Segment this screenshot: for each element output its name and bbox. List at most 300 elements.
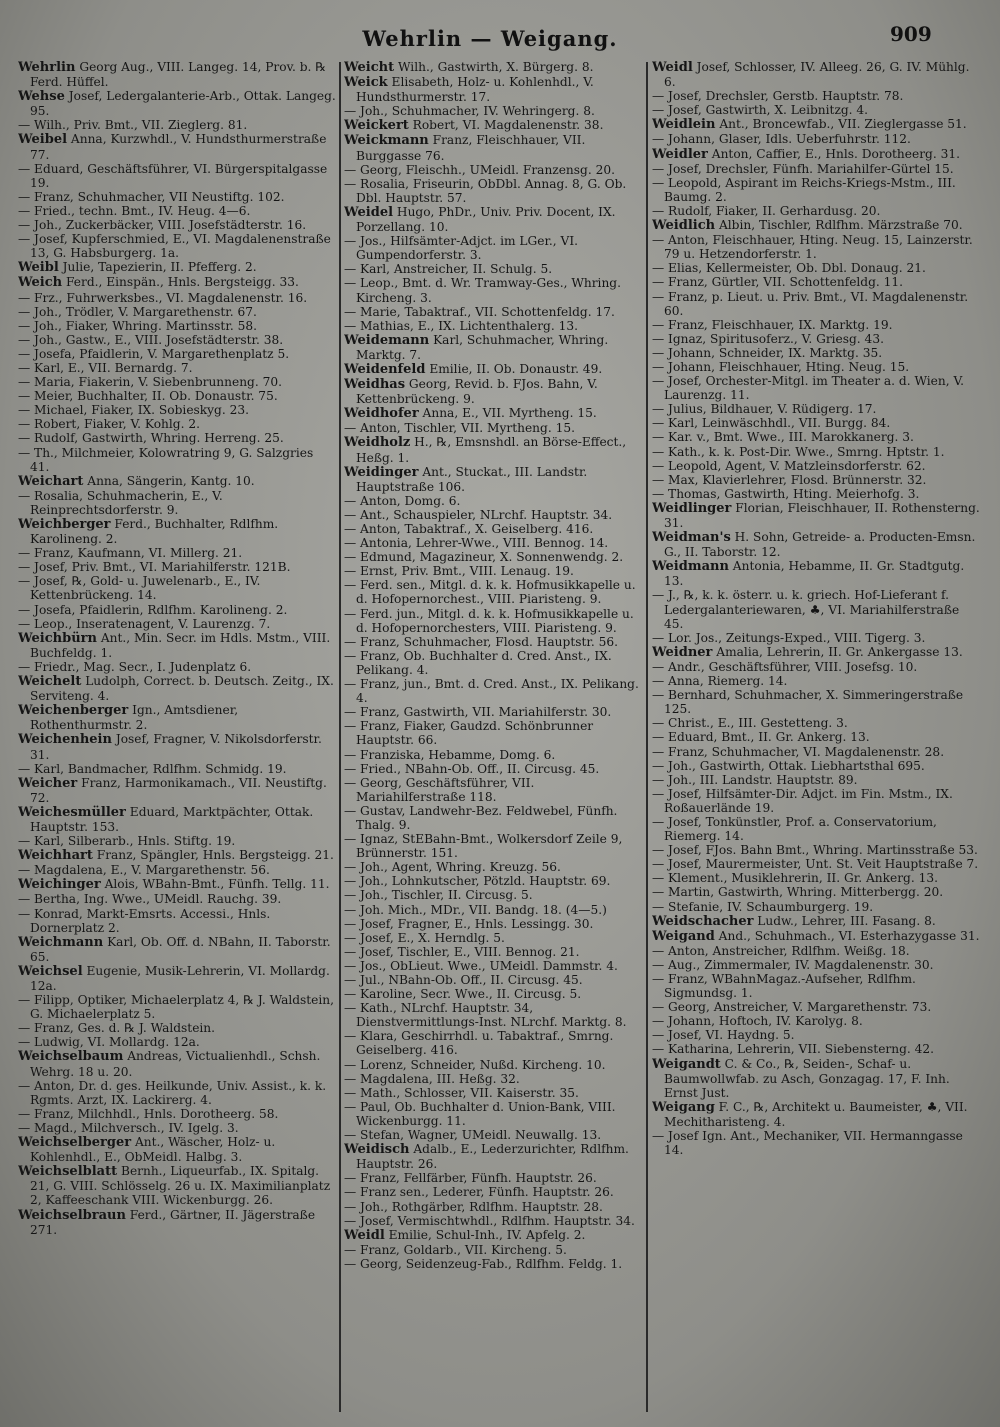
entry-details: — Leop., Bmt. d. Wr. Tramway-Ges., Whring. Kircheng. 3. — [344, 276, 621, 305]
entry-surname: Weichesmüller — [18, 804, 126, 820]
entry-details: — Frz., Fuhrwerksbes., VI. Magdalenenstr. 16. — [18, 290, 308, 305]
directory-entry — [344, 550, 646, 564]
entry-details: — Paul, Ob. Buchhalter d. Union-Bank, VIII. Wickenburgg. 11. — [344, 1099, 616, 1128]
entry-details: — Josef, ℞, Gold- u. Juwelenarb., E., IV. Kettenbrückeng. 14. — [18, 574, 261, 603]
entry-details: Franz, Harmonikamach., VII. Neustiftg. 72. — [30, 775, 327, 805]
entry-details: — Jos., ObLieut. Wwe., UMeidl. Dammstr. 4. — [344, 958, 618, 973]
directory-entry — [344, 635, 646, 649]
entry-surname: Weichselblatt — [18, 1164, 118, 1180]
directory-entry — [344, 748, 646, 762]
entry-details: — Josef, Tischler, E., VIII. Bennog. 21. — [344, 944, 580, 959]
directory-entry — [652, 1100, 982, 1129]
directory-entry — [652, 588, 982, 630]
entry-surname: Wehrlin — [18, 60, 76, 75]
entry-details: — Mathias, E., IX. Lichtenthalerg. 13. — [344, 318, 578, 333]
directory-entry — [344, 1058, 646, 1072]
entry-details: Ign., Amtsdiener, Rothenthurmstr. 2. — [30, 703, 239, 733]
entry-details: — Josefa, Pfaidlerin, Rdlfhm. Karolineng. 2. — [18, 602, 288, 617]
entry-surname: Weichberger — [18, 517, 111, 532]
directory-entry — [344, 133, 646, 162]
entry-details: — Thomas, Gastwirth, Hting. Meierhofg. 3. — [652, 486, 920, 501]
directory-entry — [344, 832, 646, 860]
entry-surname: Weich — [18, 275, 63, 291]
directory-entry — [18, 319, 336, 333]
directory-entry — [344, 276, 646, 304]
entry-details: Anna, Kurzwhdl., V. Hundsthurmerstraße 77. — [30, 132, 327, 162]
directory-entry — [18, 1021, 336, 1035]
directory-entry — [344, 945, 646, 959]
directory-entry — [344, 1142, 646, 1171]
entry-details: — Franz sen., Lederer, Fünfh. Hauptstr. 26. — [344, 1185, 614, 1200]
entry-details: — Franz, Schuhmacher, Flosd. Hauptstr. 56. — [344, 634, 619, 649]
entry-details: — Magdalena, E., V. Margarethenstr. 56. — [18, 863, 270, 878]
directory-entry — [18, 361, 336, 375]
directory-entry — [652, 1129, 982, 1157]
entry-details: — Karl, Bandmacher, Rdlfhm. Schmidg. 19. — [18, 761, 287, 776]
entry-surname: Weidl — [652, 60, 693, 75]
entry-details: Eugenie, Musik-Lehrerin, VI. Mollardg. 12a. — [30, 963, 330, 993]
entry-details: Florian, Fleischhauer, II. Rothensterng. 31. — [664, 500, 980, 530]
directory-entry — [18, 162, 336, 190]
directory-entry — [18, 877, 336, 892]
entry-details: — Josef, Tonkünstler, Prof. a. Conservatorium, Riemerg. 14. — [652, 814, 937, 844]
directory-entry — [344, 959, 646, 973]
directory-entry — [652, 688, 982, 716]
entry-details: — Joh., Tischler, II. Circusg. 5. — [344, 888, 533, 903]
entry-details: — Marie, Tabaktraf., VII. Schottenfeldg. 17. — [344, 304, 615, 319]
entry-surname: Weidinger — [344, 464, 419, 480]
entry-details: Ludw., Lehrer, III. Fasang. 8. — [753, 913, 936, 928]
entry-details: — Konrad, Markt-Emsrts. Accessi., Hnls. Dornerplatz 2. — [18, 906, 271, 935]
entry-details: Josef, Fragner, V. Nikolsdorferstr. 31. — [30, 732, 322, 762]
entry-details: — Joh., Gastwirth, Ottak. Liebhartsthal 695. — [652, 758, 925, 773]
directory-entry — [652, 787, 982, 815]
entry-details: — Franz, Fellfärber, Fünfh. Hauptstr. 26. — [344, 1171, 597, 1186]
directory-entry — [344, 362, 646, 377]
entry-details: — Josef, Priv. Bmt., VI. Mariahilferstr. 121B. — [18, 560, 291, 575]
directory-entry — [18, 805, 336, 834]
directory-entry — [344, 888, 646, 902]
entry-details: — Franz, Milchhdl., Hnls. Dorotheerg. 58. — [18, 1106, 279, 1121]
directory-entry — [18, 560, 336, 574]
directory-entry — [652, 645, 982, 660]
directory-entry — [344, 917, 646, 931]
entry-details: Amalia, Lehrerin, II. Gr. Ankergasse 13. — [712, 644, 963, 659]
entry-details: — Joh., Trödler, V. Margarethenstr. 67. — [18, 304, 257, 319]
directory-entry — [18, 546, 336, 560]
directory-entry — [344, 776, 646, 804]
entry-details: — Franz, Gastwirth, VII. Mariahilferstr. 30. — [344, 705, 612, 720]
entry-details: — Joh., III. Landstr. Hauptstr. 89. — [652, 772, 858, 787]
entry-surname: Weidhofer — [344, 406, 419, 422]
entry-details: — Lorenz, Schneider, Nußd. Kircheng. 10. — [344, 1057, 606, 1072]
directory-entry — [18, 403, 336, 417]
entry-details: — Christ., E., III. Gestetteng. 3. — [652, 716, 848, 731]
entry-surname: Weickert — [344, 118, 409, 134]
directory-entry — [344, 649, 646, 677]
entry-details: — Fried., techn. Bmt., IV. Heug. 4—6. — [18, 203, 251, 218]
entry-details: — Franz, Kaufmann, VI. Millerg. 21. — [18, 546, 243, 561]
entry-surname: Wehse — [18, 89, 65, 105]
entry-details: — Katharina, Lehrerin, VII. Siebensterng. 42. — [652, 1042, 935, 1057]
entry-details: — Ant., Schauspieler, NLrchf. Hauptstr. 34. — [344, 507, 613, 522]
directory-entry — [344, 1257, 646, 1271]
entry-surname: Weidschacher — [652, 913, 754, 929]
directory-entry — [652, 660, 982, 674]
entry-surname: Weicht — [344, 60, 395, 75]
directory-entry — [652, 815, 982, 843]
entry-details: Ferd., Einspän., Hnls. Bergsteigg. 33. — [62, 275, 299, 290]
directory-entry — [344, 1243, 646, 1257]
entry-details: — Karl, Leinwäschhdl., VII. Burgg. 84. — [652, 416, 891, 431]
directory-entry — [652, 459, 982, 473]
entry-details: — Franz, Ob. Buchhalter d. Cred. Anst., IX. Pelikang. 4. — [344, 648, 612, 677]
directory-entry — [18, 732, 336, 761]
entry-details: — Anna, Riemerg. 14. — [652, 674, 788, 689]
directory-entry — [652, 318, 982, 332]
entry-details: — Jul., NBahn-Ob. Off., II. Circusg. 45. — [344, 973, 583, 987]
entry-details: Georg Aug., VIII. Langeg. 14, Prov. b. ℞ Ferd. Hüffel. — [30, 60, 327, 90]
directory-entry — [652, 972, 982, 1000]
directory-entry — [344, 860, 646, 874]
entry-details: — Georg, Fleischh., UMeidl. Franzensg. 20. — [344, 162, 615, 177]
directory-entry — [652, 176, 982, 204]
entry-details: — Klement., Musiklehrerin, II. Gr. Ankerg. 13. — [652, 871, 938, 886]
entry-details: — Joh., Rothgärber, Rdlfhm. Hauptstr. 28. — [344, 1199, 603, 1214]
entry-surname: Weichhart — [18, 848, 93, 864]
entry-details: Anton, Caffier, E., Hnls. Dorotheerg. 31. — [707, 146, 960, 161]
directory-entry — [344, 494, 646, 508]
entry-details: — Rudolf, Gastwirth, Whring. Herreng. 25. — [18, 431, 284, 446]
entry-details: — Fried., NBahn-Ob. Off., II. Circusg. 45. — [344, 761, 600, 776]
entry-details: — Georg, Anstreicher, V. Margarethenstr. 73. — [652, 1000, 932, 1015]
entry-details: — Josef, Gastwirth, X. Leibnitzg. 4. — [652, 103, 869, 118]
column-divider — [646, 62, 648, 1412]
entry-details: — Aug., Zimmermaler, IV. Magdalenenstr. 30. — [652, 957, 934, 972]
entry-details: — Ernst, Priv. Bmt., VIII. Lenaug. 19. — [344, 564, 574, 579]
entry-details: — Bertha, Ing. Wwe., UMeidl. Rauchg. 39. — [18, 892, 282, 907]
directory-entry — [344, 1214, 646, 1228]
entry-details: Ant., Stuckat., III. Landstr. Hauptstraße 106. — [356, 464, 588, 494]
entry-details: — Joh., Zuckerbäcker, VIII. Josefstädterstr. 16. — [18, 218, 307, 233]
directory-entry — [18, 1121, 336, 1135]
entry-details: — Martin, Gastwirth, Whring. Mitterbergg. 20. — [652, 885, 944, 900]
directory-entry — [344, 406, 646, 421]
entry-details: — Maria, Fiakerin, V. Siebenbrunneng. 70. — [18, 375, 282, 390]
directory-entry — [344, 421, 646, 435]
directory-entry — [344, 1128, 646, 1142]
directory-entry — [652, 89, 982, 103]
entry-details: Karl, Ob. Off. d. NBahn, II. Taborstr. 65. — [30, 934, 331, 964]
entry-details: — Antonia, Lehrer-Wwe., VIII. Bennog. 14. — [344, 536, 609, 551]
directory-entry — [652, 929, 982, 944]
directory-entry — [652, 944, 982, 958]
entry-details: C. & Co., ℞, Seiden-, Schaf- u. Baumwollwfab. zu Asch, Gonzagag. 17, F. Inh. Ernst Just. — [664, 1056, 950, 1100]
entry-details: — Johann, Glaser, Idls. Ueberfuhrstr. 112. — [652, 132, 911, 147]
directory-entry — [18, 446, 336, 474]
column-divider — [339, 62, 341, 1412]
directory-entry — [652, 117, 982, 132]
directory-entry — [652, 871, 982, 885]
entry-details: Josef, Ledergalanterie-Arb., Ottak. Langeg. 95. — [30, 89, 336, 119]
entry-details: — Klara, Geschirrhdl. u. Tabaktraf., Smrng. Geiselberg. 416. — [344, 1029, 614, 1058]
directory-entry — [344, 465, 646, 494]
entry-details: — Stefan, Wagner, UMeidl. Neuwallg. 13. — [344, 1128, 602, 1143]
directory-entry — [652, 218, 982, 233]
directory-entry — [18, 993, 336, 1021]
directory-entry — [344, 1185, 646, 1199]
entry-surname: Weichart — [18, 473, 84, 489]
directory-entry — [18, 703, 336, 732]
entry-details: — Michael, Fiaker, IX. Sobieskyg. 23. — [18, 403, 249, 418]
directory-entry — [652, 233, 982, 261]
entry-surname: Weichenhein — [18, 732, 112, 748]
directory-entry — [344, 205, 646, 234]
entry-details: — Josef, Maurermeister, Unt. St. Veit Hauptstraße 7. — [652, 857, 979, 872]
entry-details: — Franz, jun., Bmt. d. Cred. Anst., IX. Pelikang. 4. — [344, 677, 639, 706]
entry-details: — Wilh., Priv. Bmt., VII. Zieglerg. 81. — [18, 118, 248, 133]
entry-details: — Franz, WBahnMagaz.-Aufseher, Rdlfhm. Sigmundsg. 1. — [652, 972, 916, 1001]
entry-details: — Franz, Schuhmacher, VI. Magdalenenstr. 28. — [652, 744, 945, 759]
directory-entry — [18, 347, 336, 361]
entry-surname: Weidel — [344, 204, 394, 220]
directory-entry — [344, 987, 646, 1001]
entry-details: — Anton, Tabaktraf., X. Geiselberg. 416. — [344, 522, 594, 536]
directory-entry — [18, 1035, 336, 1049]
entry-details: — Karl, E., VII. Bernardg. 7. — [18, 360, 193, 375]
entry-details: — Leop., Inseratenagent, V. Laurenzg. 7. — [18, 616, 271, 631]
directory-entry — [18, 89, 336, 118]
entry-surname: Weichselbaum — [18, 1049, 124, 1065]
entry-surname: Weidner — [652, 644, 713, 660]
directory-entry — [344, 762, 646, 776]
entry-details: Elisabeth, Holz- u. Kohlenhdl., V. Hundsthurmerstr. 17. — [356, 75, 594, 105]
directory-entry — [652, 759, 982, 773]
directory-entry — [344, 60, 646, 75]
entry-details: — Josef, Drechsler, Fünfh. Mariahilfer-Gürtel 15. — [652, 161, 954, 176]
entry-details: F. C., ℞, Architekt u. Baumeister, ♣, VII. Mechitharisteng. 4. — [664, 1099, 968, 1129]
directory-entry — [18, 617, 336, 631]
entry-details: Ant., Wäscher, Holz- u. Kohlenhdl., E., ObMeidl. Halbg. 3. — [30, 1135, 276, 1165]
directory-entry — [18, 305, 336, 319]
entry-details: Georg, Revid. b. FJos. Bahn, V. Kettenbrückeng. 9. — [356, 377, 598, 407]
entry-details: Ludolph, Correct. b. Deutsch. Zeitg., IX. Serviteng. 4. — [30, 674, 334, 704]
directory-entry — [652, 103, 982, 117]
entry-details: — Franz, Gürtler, VII. Schottenfeldg. 11. — [652, 275, 904, 290]
directory-entry — [344, 1072, 646, 1086]
entry-details: — Georg, Geschäftsführer, VII. Mariahilferstraße 118. — [344, 775, 535, 804]
directory-entry — [652, 473, 982, 487]
entry-details: — Josef, E., X. Herndlg. 5. — [344, 930, 505, 945]
entry-details: H. Sohn, Getreide- a. Producten-Emsn. G., II. Taborstr. 12. — [664, 530, 976, 560]
entry-details: Albin, Tischler, Rdlfhm. Märzstraße 70. — [715, 218, 963, 233]
directory-entry — [344, 1228, 646, 1243]
directory-entry — [18, 1208, 336, 1237]
entry-details: — Franz, Goldarb., VII. Kircheng. 5. — [344, 1242, 567, 1257]
entry-surname: Weichselbraun — [18, 1207, 126, 1223]
entry-surname: Weidman's — [652, 530, 731, 546]
directory-entry — [652, 1042, 982, 1056]
entry-details: — Meier, Buchhalter, II. Ob. Donaustr. 75. — [18, 389, 278, 404]
directory-entry — [652, 204, 982, 218]
entry-details: Ferd., Gärtner, II. Jägerstraße 271. — [30, 1207, 316, 1237]
entry-surname: Weibel — [18, 132, 68, 148]
entry-details: — Rudolf, Fiaker, II. Gerhardusg. 20. — [652, 203, 881, 218]
directory-entry — [344, 578, 646, 606]
directory-entry — [344, 262, 646, 276]
entry-details: — Karl, Silberarb., Hnls. Stiftg. 19. — [18, 834, 236, 849]
directory-entry — [652, 416, 982, 430]
directory-entry — [18, 232, 336, 260]
entry-details: — Jos., Hilfsämter-Adjct. im LGer., VI. Gumpendorferstr. 3. — [344, 234, 579, 263]
directory-entry — [344, 508, 646, 522]
directory-entry — [344, 931, 646, 945]
entry-details: — Joh., Fiaker, Whring. Martinsstr. 58. — [18, 318, 257, 333]
directory-entry — [18, 489, 336, 517]
directory-entry — [18, 1135, 336, 1164]
directory-entry — [344, 719, 646, 747]
column-middle — [344, 60, 646, 1420]
directory-entry — [18, 417, 336, 431]
entry-details: Andreas, Victualienhdl., Schsh. Wehrg. 18 u. 20. — [30, 1049, 321, 1079]
entry-details: Adalb., E., Lederzurichter, Rdlfhm. Hauptstr. 26. — [356, 1142, 629, 1172]
directory-entry — [18, 60, 336, 89]
directory-entry — [344, 333, 646, 362]
entry-details: — Magd., Milchversch., IV. Igelg. 3. — [18, 1120, 239, 1135]
entry-details: — Josef, Orchester-Mitgl. im Theater a. d. Wien, V. Laurenzg. 11. — [652, 374, 965, 403]
entry-surname: Weichbürn — [18, 630, 97, 646]
entry-details: Ant., Min. Secr. im Hdls. Mstm., VIII. Buchfeldg. 1. — [30, 630, 331, 660]
directory-entry — [344, 1001, 646, 1029]
entry-surname: Weidemann — [344, 332, 430, 348]
entry-details: Ferd., Buchhalter, Rdlfhm. Karolineng. 2. — [30, 517, 279, 547]
entry-details: — Josef, Drechsler, Gerstb. Hauptstr. 78. — [652, 89, 904, 104]
entry-details: — Anton, Anstreicher, Rdlfhm. Weißg. 18. — [652, 943, 910, 958]
directory-entry — [18, 517, 336, 546]
directory-entry — [652, 1000, 982, 1014]
entry-surname: Weigand — [652, 928, 715, 944]
directory-entry — [18, 474, 336, 489]
entry-details: Franz, Fleischhauer, VII. Burggasse 76. — [356, 133, 586, 163]
entry-details: — Josef, FJos. Bahn Bmt., Whring. Martinsstraße 53. — [652, 843, 978, 858]
directory-entry — [652, 346, 982, 360]
entry-details: — Rosalia, Friseurin, ObDbl. Annag. 8, G. Ob. Dbl. Hauptstr. 57. — [344, 176, 627, 205]
page-header — [0, 20, 1000, 60]
directory-entry — [344, 564, 646, 578]
entry-details: Bernh., Liqueurfab., IX. Spitalg. 21, G. VIII. Schlösselg. 26 u. IX. Maximilianplatz 2, Kaffeeschank VIII. Wickenburgg. 26. — [30, 1164, 331, 1208]
entry-details: — Josef, Kupferschmied, E., VI. Magdalenenstraße 13, G. Habsburgerg. 1a. — [18, 232, 331, 261]
entry-details: — Franz, p. Lieut. u. Priv. Bmt., VI. Magdalenenstr. 60. — [652, 289, 969, 318]
directory-entry — [652, 530, 982, 559]
directory-entry — [652, 332, 982, 346]
entry-surname: Weichinger — [18, 877, 101, 893]
entry-details: Anna, Sängerin, Kantg. 10. — [83, 473, 255, 488]
entry-details: — Ferd. jun., Mitgl. d. k. k. Hofmusikkapelle u. d. Hofopernorchesters, VIII. Piaristeng. 9. — [344, 606, 634, 635]
entry-details: — Gustav, Landwehr-Bez. Feldwebel, Fünfh. Thalg. 9. — [344, 803, 618, 832]
entry-surname: Weigandt — [652, 1056, 721, 1072]
directory-entry — [344, 118, 646, 133]
entry-surname: Weidlein — [652, 117, 716, 133]
entry-details: Ant., Broncewfab., VII. Zieglergasse 51. — [715, 117, 967, 132]
directory-entry — [18, 964, 336, 993]
directory-entry — [18, 603, 336, 617]
entry-surname: Weicher — [18, 775, 78, 791]
directory-entry — [652, 559, 982, 588]
directory-entry — [18, 132, 336, 161]
directory-entry — [18, 260, 336, 275]
entry-details: H., ℞, Emsnshdl. an Börse-Effect., Heßg. 1. — [356, 435, 627, 465]
directory-entry — [344, 163, 646, 177]
entry-details: — Franz, Fiaker, Gaudzd. Schönbrunner Hauptstr. 66. — [344, 719, 594, 748]
directory-entry — [344, 903, 646, 917]
entry-details: — Anton, Domg. 6. — [344, 493, 461, 508]
entry-surname: Weidl — [344, 1227, 385, 1243]
entry-surname: Weichenberger — [18, 703, 129, 719]
directory-entry — [344, 705, 646, 719]
directory-entry — [18, 907, 336, 935]
directory-entry — [344, 377, 646, 406]
entry-details: — Leopold, Aspirant im Reichs-Kriegs-Mstm., III. Baumg. 2. — [652, 175, 956, 204]
entry-details: — Friedr., Mag. Secr., I. Judenplatz 6. — [18, 659, 252, 674]
entry-surname: Weichelt — [18, 674, 82, 690]
entry-surname: Weidlinger — [652, 500, 732, 516]
entry-details: — Ignaz, Spiritusoferz., V. Griesg. 43. — [652, 331, 884, 346]
entry-details: — Elias, Kellermeister, Ob. Dbl. Donaug. 21. — [652, 261, 926, 276]
directory-entry — [652, 1057, 982, 1100]
entry-details: — Franziska, Hebamme, Domg. 6. — [344, 747, 556, 762]
directory-entry — [18, 776, 336, 805]
directory-entry — [652, 914, 982, 929]
entry-details: — Joh., Schuhmacher, IV. Wehringerg. 8. — [344, 104, 595, 119]
directory-entry — [344, 536, 646, 550]
entry-details: — Eduard, Bmt., II. Gr. Ankerg. 13. — [652, 730, 870, 745]
directory-entry — [344, 177, 646, 205]
directory-entry — [652, 402, 982, 416]
entry-details: — Joh., Agent, Whring. Kreuzg. 56. — [344, 860, 561, 875]
entry-surname: Weidenfeld — [344, 361, 426, 377]
entry-details: — Joh., Gastw., E., VIII. Josefstädterstr. 38. — [18, 332, 284, 347]
directory-entry — [344, 874, 646, 888]
directory-entry — [652, 132, 982, 146]
directory-entry — [652, 162, 982, 176]
directory-entry — [652, 430, 982, 444]
entry-surname: Weickmann — [344, 133, 429, 149]
entry-details: — Math., Schlosser, VII. Kaiserstr. 35. — [344, 1085, 579, 1100]
entry-details: Robert, VI. Magdalenenstr. 38. — [408, 118, 604, 133]
entry-details: — Leopold, Agent, V. Matzleinsdorferstr. 62. — [652, 458, 926, 473]
directory-entry — [652, 60, 982, 89]
entry-details: Julie, Tapezierin, II. Pfefferg. 2. — [58, 260, 257, 275]
entry-details: — Anton, Dr. d. ges. Heilkunde, Univ. Assist., k. k. Rgmts. Arzt, IX. Lackirerg. 4. — [18, 1078, 327, 1107]
entry-details: Eduard, Marktpächter, Ottak. Hauptstr. 153. — [30, 804, 314, 834]
directory-entry — [18, 863, 336, 877]
entry-details: Antonia, Hebamme, II. Gr. Stadtgutg. 13. — [664, 559, 965, 589]
entry-details: — Josefa, Pfaidlerin, V. Margarethenplatz 5. — [18, 346, 290, 361]
directory-entry — [344, 234, 646, 262]
entry-details: — Eduard, Geschäftsführer, VI. Bürgerspitalgasse 19. — [18, 161, 328, 190]
entry-details: — Edmund, Magazineur, X. Sonnenwendg. 2. — [344, 550, 624, 565]
entry-surname: Weigang — [652, 1099, 715, 1115]
directory-entry — [652, 900, 982, 914]
entry-details: — Georg, Seidenzeug-Fab., Rdlfhm. Feldg. 1. — [344, 1256, 623, 1271]
entry-details: Anna, E., VII. Myrtheng. 15. — [418, 406, 597, 421]
entry-surname: Weichselberger — [18, 1135, 132, 1151]
directory-entry — [652, 857, 982, 871]
directory-entry — [344, 75, 646, 104]
entry-surname: Weick — [344, 75, 388, 91]
directory-entry — [18, 190, 336, 204]
directory-entry — [18, 674, 336, 703]
